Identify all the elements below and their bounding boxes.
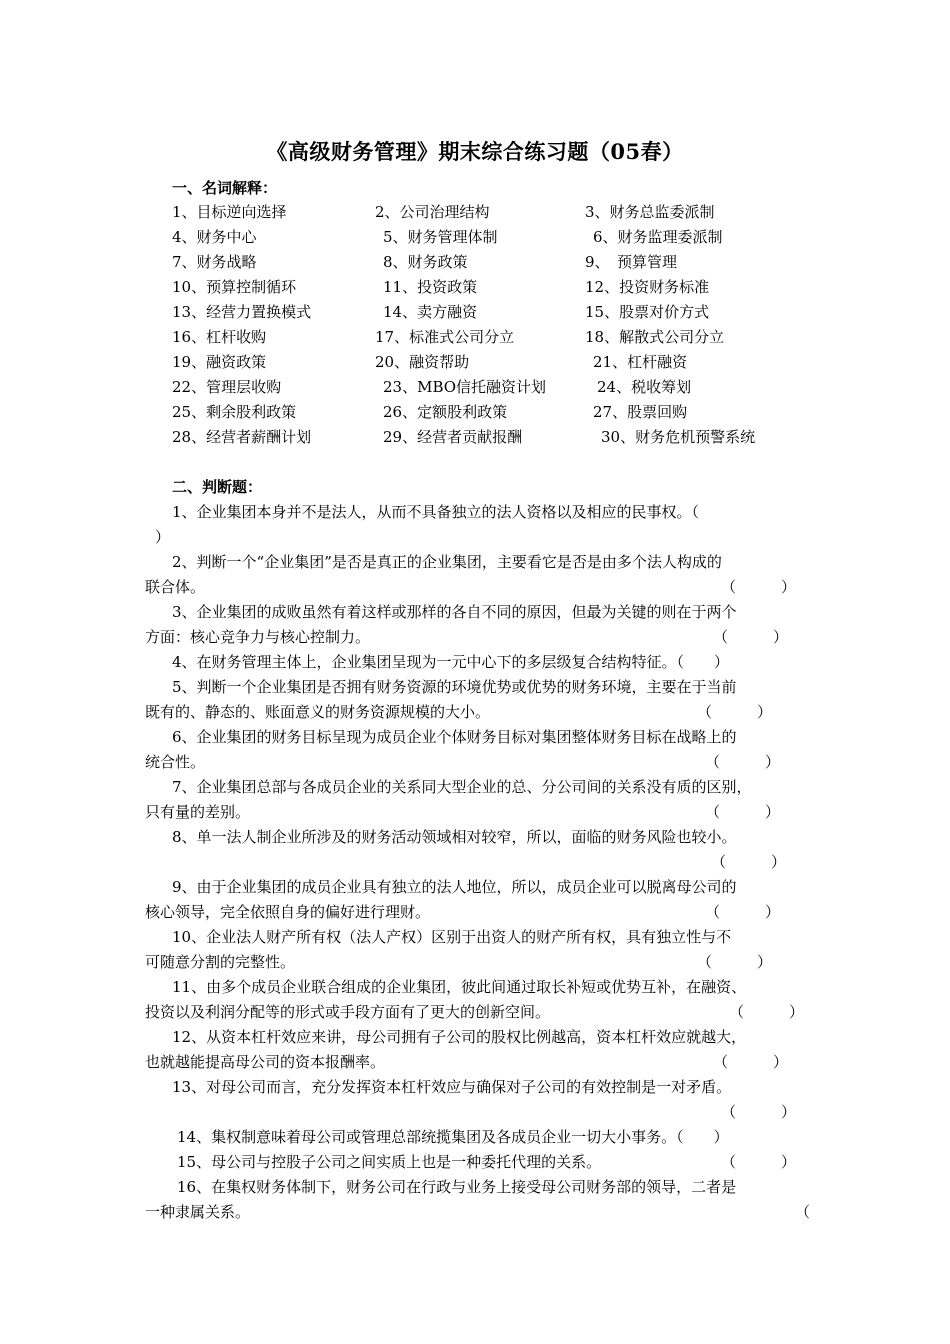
question-item: [145, 825, 813, 875]
question-text-cont: 联合体。: [145, 578, 206, 596]
term-item: 30、财务危机预警系统: [601, 428, 756, 446]
term-item: 4、财务中心: [172, 228, 257, 246]
question-text: 5、判断一个企业集团是否拥有财务资源的环境优势或优势的财务环境，主要在于当前: [172, 678, 737, 696]
term-item: 8、财务政策: [383, 253, 468, 271]
answer-bracket[interactable]: （ ）: [713, 628, 789, 646]
question-text-cont: 既有的、静态的、账面意义的财务资源规模的大小。: [145, 703, 491, 721]
question-text: 12、从资本杠杆效应来讲，母公司拥有子公司的股权比例越高，资本杠杆效应就越大，: [172, 1028, 747, 1046]
question-item: [145, 650, 813, 675]
term-item: 21、杠杆融资: [593, 353, 688, 371]
question-item: [145, 500, 813, 550]
term-item: 13、经营力置换模式: [172, 303, 312, 321]
term-item: 16、杠杆收购: [172, 328, 267, 346]
term-item: 22、管理层收购: [172, 378, 282, 396]
answer-bracket[interactable]: （ ）: [721, 1103, 797, 1121]
term-item: 12、投资财务标准: [585, 278, 710, 296]
terms-row: [172, 275, 872, 300]
term-item: 18、解散式公司分立: [585, 328, 725, 346]
question-text-cont: 统合性。: [145, 753, 206, 771]
page-title: 《高级财务管理》期末综合练习题（05春）: [266, 139, 684, 164]
term-item: 19、融资政策: [172, 353, 267, 371]
term-item: 29、经营者贡献报酬: [383, 428, 523, 446]
answer-bracket[interactable]: （ ）: [697, 703, 773, 721]
question-item: [145, 875, 813, 925]
answer-bracket[interactable]: （ ）: [705, 803, 781, 821]
question-item: [145, 1175, 813, 1225]
term-item: 1、目标逆向选择: [172, 203, 287, 221]
question-text: 4、在财务管理主体上，企业集团呈现为一元中心下的多层级复合结构特征。（ ）: [172, 653, 730, 671]
question-text: 8、单一法人制企业所涉及的财务活动领域相对较窄，所以，面临的财务风险也较小。: [172, 828, 737, 846]
question-item: [145, 1075, 813, 1125]
term-item: 20、融资帮助: [375, 353, 470, 371]
term-item: 17、标准式公司分立: [375, 328, 515, 346]
question-text-cont: 也就越能提高母公司的资本报酬率。: [145, 1053, 386, 1071]
term-item: 25、剩余股利政策: [172, 403, 297, 421]
section-heading-terms: 一、名词解释：: [172, 179, 278, 197]
term-item: 3、财务总监委派制: [585, 203, 715, 221]
terms-row: [172, 250, 872, 275]
terms-row: [172, 375, 872, 400]
term-item: 27、股票回购: [593, 403, 688, 421]
terms-row: [172, 400, 872, 425]
question-text: 16、在集权财务体制下，财务公司在行政与业务上接受母公司财务部的领导，二者是: [177, 1178, 737, 1196]
term-item: 2、公司治理结构: [375, 203, 490, 221]
question-item: [145, 975, 813, 1025]
judgement-questions: [145, 500, 813, 1225]
terms-grid: [172, 200, 872, 450]
term-item: 28、经营者薪酬计划: [172, 428, 312, 446]
answer-bracket[interactable]: （ ）: [721, 1153, 797, 1171]
answer-bracket[interactable]: （ ）: [705, 753, 781, 771]
term-item: 6、财务监理委派制: [593, 228, 723, 246]
terms-row: [172, 325, 872, 350]
answer-bracket[interactable]: （ ）: [729, 1003, 805, 1021]
question-item: [145, 675, 813, 725]
term-item: 10、预算控制循环: [172, 278, 297, 296]
question-text-cont: 可随意分割的完整性。: [145, 953, 296, 971]
answer-bracket[interactable]: （ ）: [705, 903, 781, 921]
term-item: 15、股票对价方式: [585, 303, 710, 321]
question-text-cont: 核心领导，完全依照自身的偏好进行理财。: [145, 903, 431, 921]
terms-row: [172, 200, 872, 225]
term-item: 11、投资政策: [383, 278, 478, 296]
question-item: [145, 1125, 813, 1150]
term-item: 14、卖方融资: [383, 303, 478, 321]
question-text: 7、企业集团总部与各成员企业的关系同大型企业的总、分公司间的关系没有质的区别，: [172, 778, 752, 796]
section-heading-judgement: 二、判断题：: [172, 478, 263, 496]
answer-bracket[interactable]: （ ）: [721, 578, 797, 596]
question-text: 11、由多个成员企业联合组成的企业集团，彼此间通过取长补短或优势互补，在融资、: [172, 978, 747, 996]
question-item: [145, 775, 813, 825]
question-item: [145, 550, 813, 600]
question-item: [145, 925, 813, 975]
terms-row: [172, 350, 872, 375]
answer-bracket[interactable]: （: [795, 1203, 811, 1221]
question-text-cont: 一种隶属关系。: [145, 1203, 251, 1221]
question-text: 15、母公司与控股子公司之间实质上也是一种委托代理的关系。: [177, 1153, 602, 1171]
term-item: 9、 预算管理: [585, 253, 678, 271]
question-text: 1、企业集团本身并不是法人，从而不具备独立的法人资格以及相应的民事权。（: [172, 503, 700, 521]
question-item: [145, 725, 813, 775]
term-item: 7、财务战略: [172, 253, 257, 271]
question-text: 10、企业法人财产所有权（法人产权）区别于出资人的财产所有权，具有独立性与不: [172, 928, 732, 946]
term-item: 24、税收筹划: [597, 378, 692, 396]
terms-row: [172, 225, 872, 250]
question-item: [145, 1025, 813, 1075]
question-text: 2、判断一个“企业集团”是否是真正的企业集团，主要看它是否是由多个法人构成的: [172, 553, 722, 571]
question-text-cont: ）: [155, 528, 171, 546]
term-item: 26、定额股利政策: [383, 403, 508, 421]
question-text: 14、集权制意味着母公司或管理总部统揽集团及各成员企业一切大小事务。（ ）: [177, 1128, 729, 1146]
question-text: 9、由于企业集团的成员企业具有独立的法人地位，所以，成员企业可以脱离母公司的: [172, 878, 737, 896]
question-text: 3、企业集团的成败虽然有着这样或那样的各自不同的原因，但最为关键的则在于两个: [172, 603, 737, 621]
question-item: [145, 1150, 813, 1175]
question-text-cont: 投资以及利润分配等的形式或手段方面有了更大的创新空间。: [145, 1003, 551, 1021]
answer-bracket[interactable]: （ ）: [713, 1053, 789, 1071]
terms-row: [172, 300, 872, 325]
terms-row: [172, 425, 872, 450]
question-text: 13、对母公司而言，充分发挥资本杠杆效应与确保对子公司的有效控制是一对矛盾。: [172, 1078, 732, 1096]
question-text-cont: 只有量的差别。: [145, 803, 251, 821]
answer-bracket[interactable]: （ ）: [697, 953, 773, 971]
question-text: 6、企业集团的财务目标呈现为成员企业个体财务目标对集团整体财务目标在战略上的: [172, 728, 737, 746]
term-item: 5、财务管理体制: [383, 228, 498, 246]
term-item: 23、MBO信托融资计划: [383, 378, 547, 396]
question-text-cont: 方面：核心竞争力与核心控制力。: [145, 628, 371, 646]
question-item: [145, 600, 813, 650]
answer-bracket[interactable]: （ ）: [711, 853, 787, 871]
